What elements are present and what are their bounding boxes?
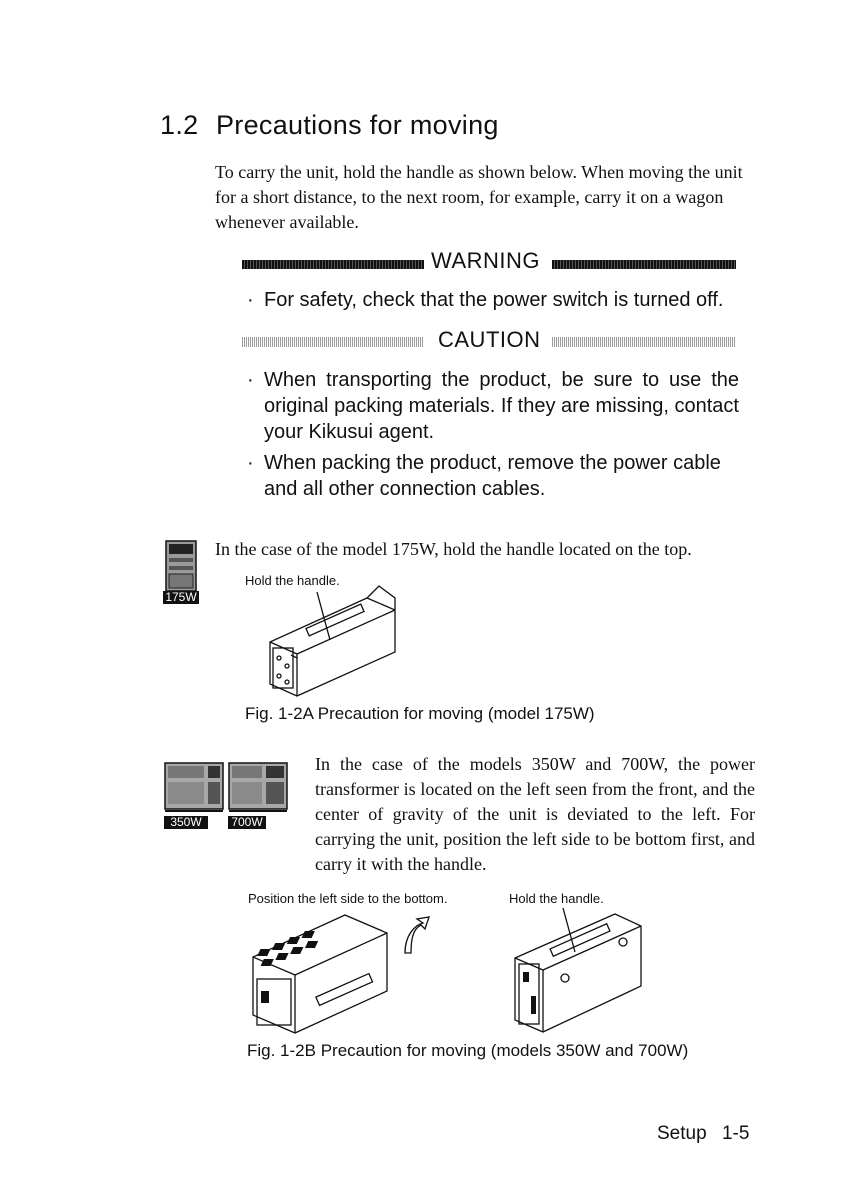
position-left-side-callout: Position the left side to the bottom. [248,891,448,906]
figure-350-700-right-illustration [505,900,655,1040]
badge-175w-label: 175W [163,591,199,604]
intro-paragraph: To carry the unit, hold the handle as shown below. When moving the unit for a short distance, to the next room, for example, carry it on a wagon whenever available. [215,162,743,232]
footer-section: Setup [657,1123,707,1144]
warning-item: · For safety, check that the power switch is turned off. [247,289,724,311]
badge-700w-label: 700W [228,816,266,829]
badge-350w-label: 350W [164,816,208,829]
caution-item: · When transporting the product, be sure to use the original packing materials. If they are missing, contact your Kikusui agent. [247,369,739,443]
warning-bar-right [552,260,736,269]
warning-bar-left [242,260,424,269]
caution-label: CAUTION [438,327,541,352]
warning-item-text: For safety, check that the power switch is turned off. [264,289,724,311]
model-350w-badge [164,762,226,830]
figure-1-2b-caption: Fig. 1-2B Precaution for moving (models 350W and 700W) [247,1041,689,1060]
caution-item-text: When transporting the product, be sure to use the original packing materials. If they are missing, contact your Kikusui agent. [264,369,739,443]
caution-bar-left [242,337,424,347]
caution-item: · When packing the product, remove the power cable and all other connection cables. [247,452,721,500]
figure-175w-illustration [255,580,405,700]
model-700w-badge [228,762,290,830]
warning-label: WARNING [431,248,541,273]
unit-front-icon [228,762,288,814]
section-title: Precautions for moving [216,110,499,140]
unit-front-icon [163,540,199,592]
model-175w-text: In the case of the model 175W, hold the handle located on the top. [215,539,692,559]
section-number: 1.2 [160,110,199,140]
model-175w-badge [163,540,199,604]
page-footer [657,1123,749,1145]
hold-handle-callout-350-700: Hold the handle. [509,891,604,906]
unit-front-icon [164,762,224,814]
figure-1-2a-caption: Fig. 1-2A Precaution for moving (model 175W) [245,704,595,723]
section-heading [160,110,499,141]
caution-bar-right [552,337,736,347]
caution-item-text: When packing the product, remove the power cable and all other connection cables. [264,452,721,500]
figure-350-700-left-illustration [245,905,435,1040]
footer-page-number: 1-5 [721,1123,750,1144]
model-350-700-text: In the case of the models 350W and 700W, the power transformer is located on the left seen from the front, and the center of gravity of the unit is deviated to the left. For carrying the unit, position the left side to be bottom first, and carry it with the handle. [315,754,755,874]
hold-handle-callout-175w: Hold the handle. [245,573,340,588]
